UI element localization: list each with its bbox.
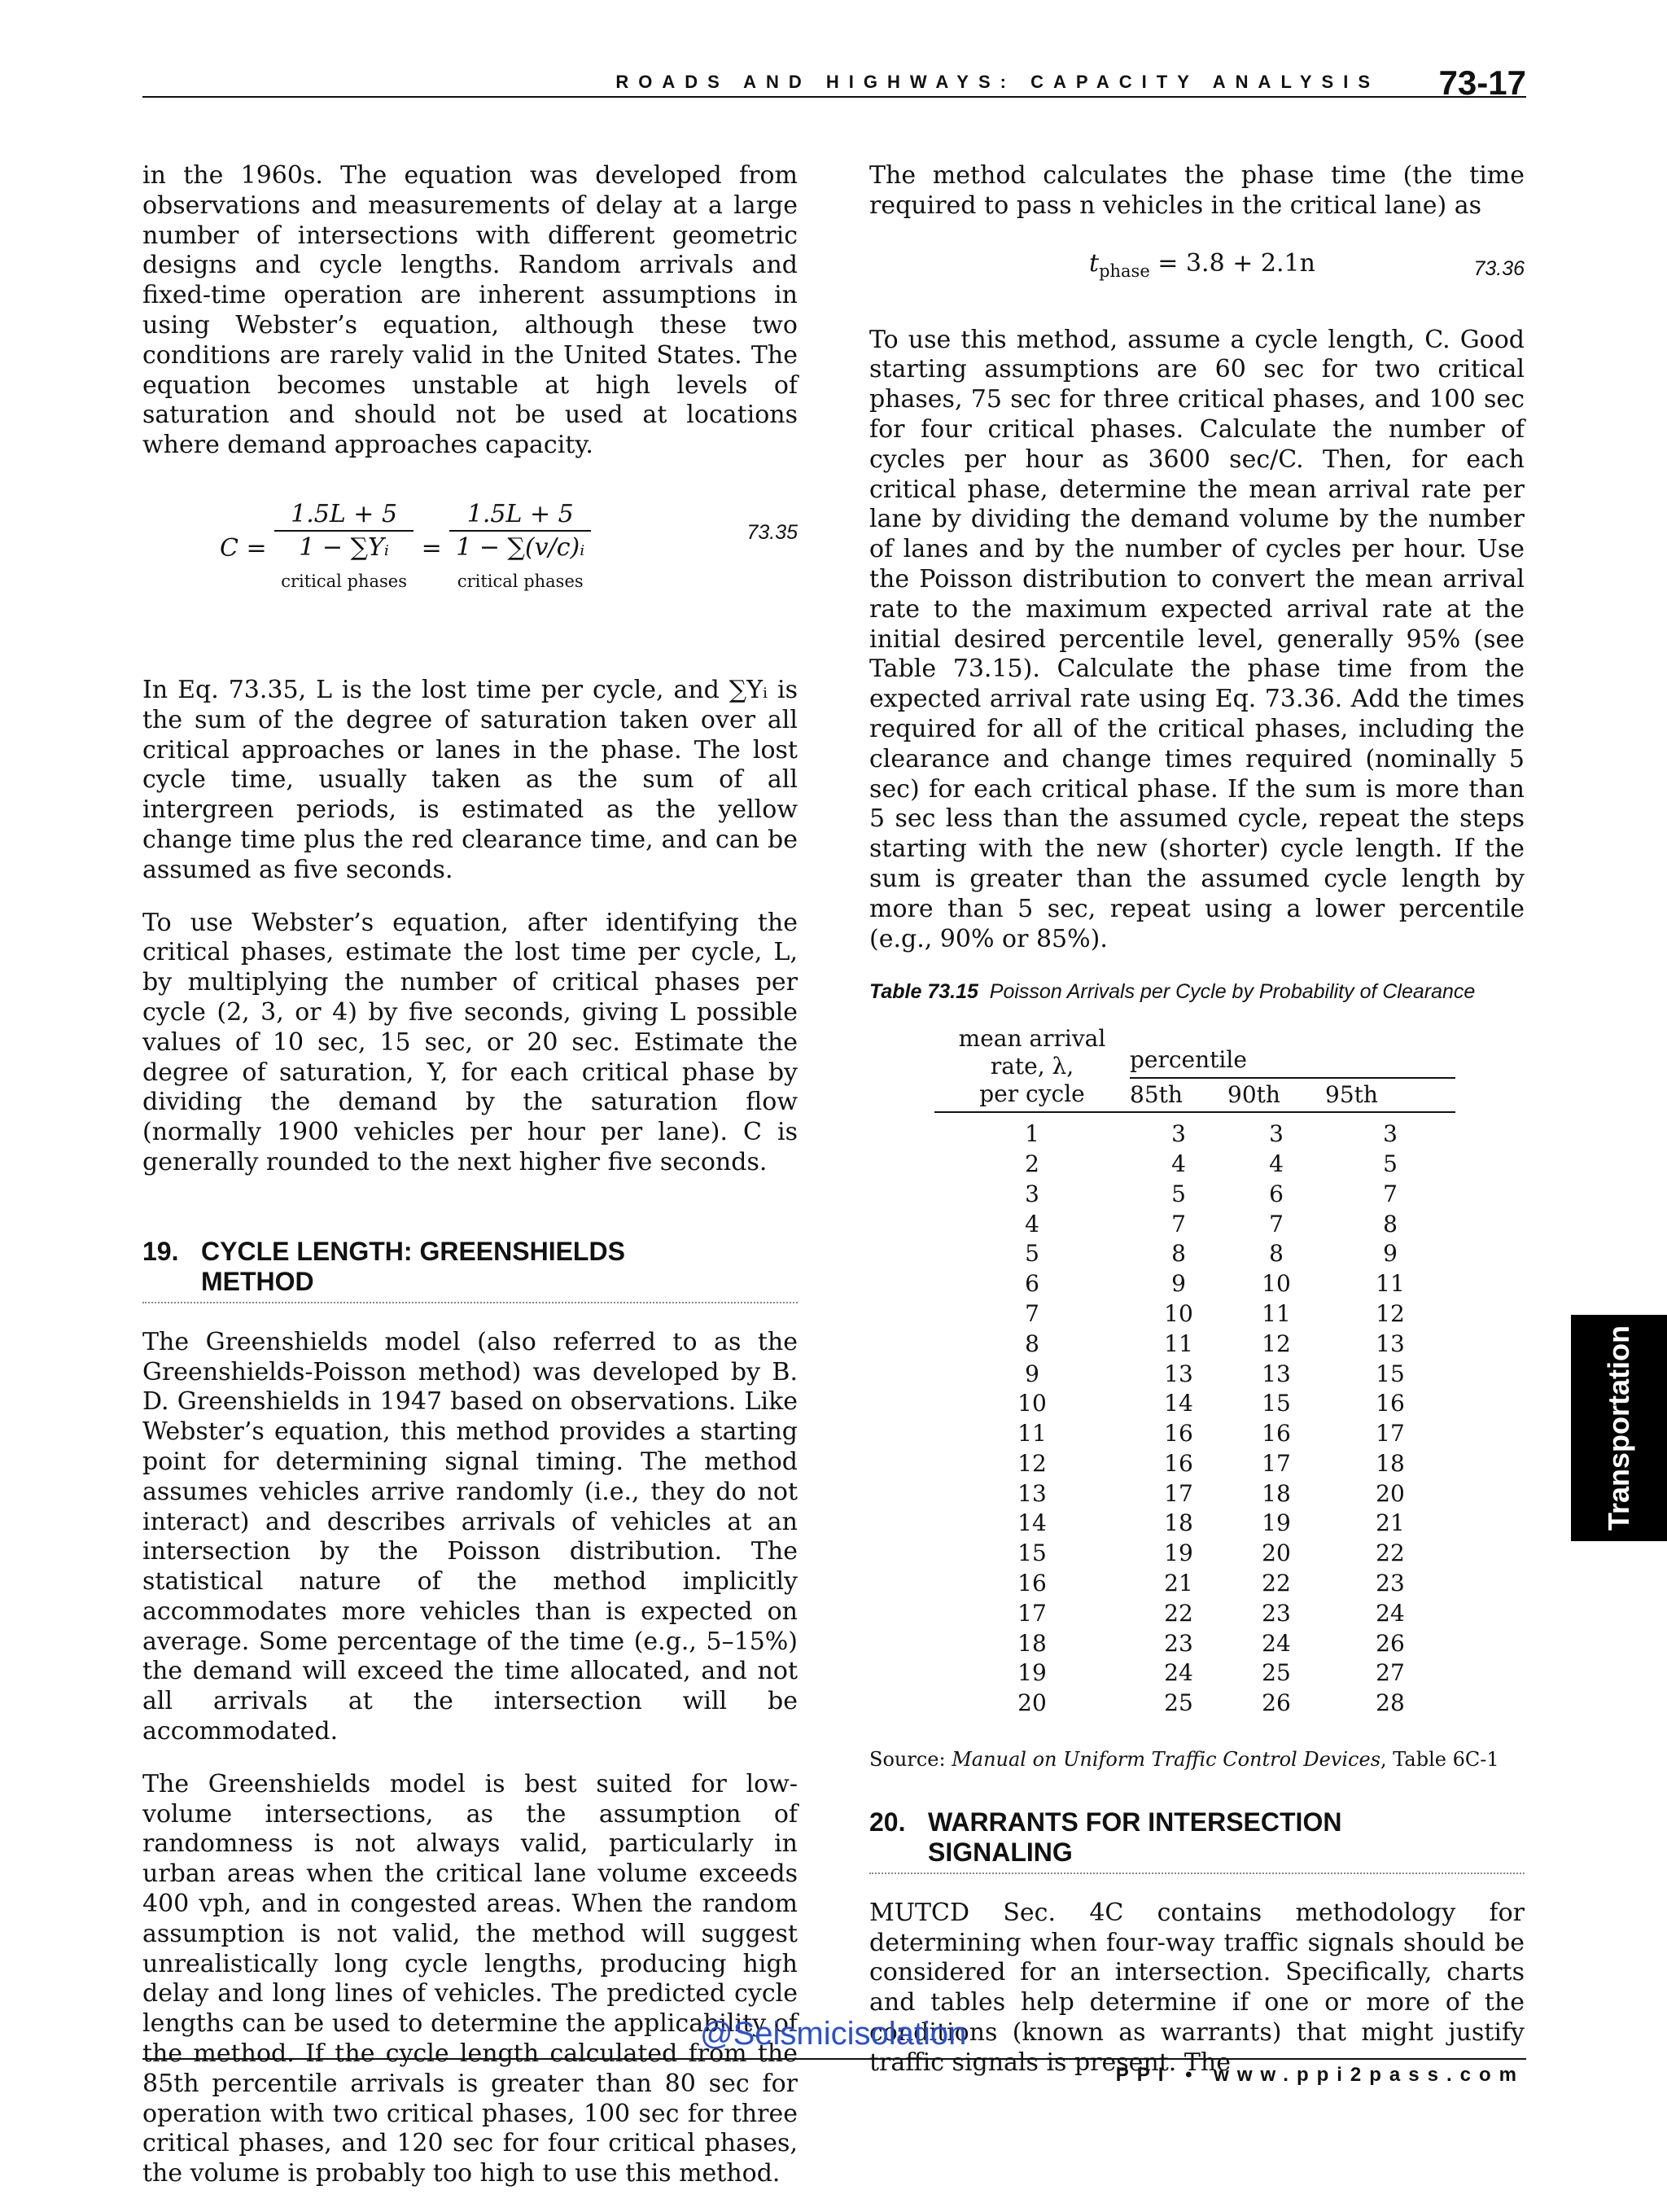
table-cell: 5 — [1171, 1180, 1186, 1207]
table-cell: 12 — [1017, 1449, 1047, 1477]
table-cell: 19 — [1262, 1509, 1291, 1537]
table-cell: 21 — [1376, 1509, 1405, 1537]
table-row — [934, 1239, 1455, 1269]
table-cell: 26 — [1376, 1629, 1405, 1657]
table-row — [934, 1210, 1455, 1240]
paragraph: The Greenshields model (also referred to as the Greenshields-Poisson method) was developed by B. D. Greenshields in 1947 based on observations. Like Webster’s equation, this method provides a starting point for determining signal timing. The method assumes vehicles arrive randomly (i.e., they do not interact) and describes arrivals of vehicles at an intersection by the Poisson distribution. The statistical nature of the method implicitly accommodates more vehicles than is expected on average. Some percentage of the time (e.g., 5–15%) the demand will exceed the time allocated, and not all arrivals at the intersection will be accommodated. — [142, 1327, 798, 1746]
table-cell: 4 — [1025, 1210, 1039, 1237]
table-source — [869, 1745, 1525, 1775]
page-number: 73-17 — [1438, 64, 1526, 102]
table-row — [934, 1180, 1455, 1210]
fraction — [449, 500, 591, 598]
table-cell: 18 — [1262, 1479, 1291, 1507]
paragraph: MUTCD Sec. 4C contains methodology for determining when four-way traffic signals should be considered for an intersection. Specifically, charts and tables help determine if one or more of the conditions (known as warrants) that might justify traffic signals is present. The — [869, 1898, 1525, 2077]
table-cell: 20 — [1017, 1689, 1047, 1717]
table-cell: 1 — [1025, 1120, 1039, 1148]
table-cell: 5 — [1025, 1240, 1039, 1268]
table-cell: 18 — [1164, 1509, 1193, 1537]
table-cell: 8 — [1269, 1240, 1284, 1268]
header-line: mean arrival — [958, 1025, 1106, 1053]
table-cell: 4 — [1171, 1150, 1186, 1177]
paragraph: The Greenshields model is best suited for low-volume intersections, as the assumption of randomness is not always valid, particularly in urban areas when the critical lane volume exceeds 400 vph, and in congested areas. When the random assumption is not valid, the method will suggest unrealistically long cycle lengths, producing high delay and long lines of vehicles. The predicted cycle lengths can be used to determine the applicability of the method. If the cycle length calculated from the 85th percentile arrivals is greater than 80 sec for operation with two critical phases, 100 sec for three critical phases, and 120 sec for four critical phases, the volume is probably too high to use this method. — [142, 1769, 798, 2188]
equals-sign: = — [421, 533, 442, 563]
table-cell: 21 — [1164, 1570, 1193, 1597]
section-number: 20. — [869, 1807, 906, 1837]
equation-body — [220, 500, 591, 598]
table-cell: 17 — [1164, 1479, 1193, 1507]
table-cell: 20 — [1262, 1540, 1291, 1567]
table-cell: 10 — [1164, 1299, 1193, 1327]
table-row — [934, 1150, 1455, 1180]
table-row — [934, 1360, 1455, 1390]
section-heading-19 — [142, 1237, 798, 1303]
table-row — [934, 1629, 1455, 1659]
paragraph: The method calculates the phase time (the time required to pass n vehicles in the critical lane) as — [869, 161, 1525, 220]
header-rule — [142, 96, 1526, 98]
table-cell: 23 — [1376, 1570, 1405, 1597]
table-cell: 15 — [1376, 1360, 1405, 1387]
section-title-line: CYCLE LENGTH: GREENSHIELDS — [201, 1236, 625, 1266]
table-row — [934, 1329, 1455, 1360]
source-title: Manual on Uniform Traffic Control Devices — [952, 1748, 1381, 1772]
table-cell: 24 — [1164, 1659, 1193, 1687]
equation-rhs: = 3.8 + 2.1n — [1149, 248, 1315, 278]
table-cell: 14 — [1017, 1509, 1047, 1537]
denominator: 1 − ∑Yᵢ — [299, 532, 389, 562]
source-label: Source: — [869, 1748, 952, 1772]
paragraph: To use this method, assume a cycle length, C. Good starting assumptions are 60 sec for two critical phases, 75 sec for three critical phases, and 100 sec for four critical phases. Calculate the number of cycles per hour as 3600 sec/C. Then, for each critical phase, determine the mean arrival rate per lane by dividing the demand volume by the number of lanes and by the number of cycles per hour. Use the Poisson distribution to convert the mean arrival rate to the maximum expected arrival rate at the initial desired percentile level, generally 95% (see Table 73.15). Calculate the phase time from the expected arrival rate using Eq. 73.36. Add the times required for all of the critical phases, including the clearance and change times required (nominally 5 sec) for each critical phase. If the sum is more than 5 sec less than the assumed cycle, repeat the steps starting with the new (shorter) cycle length. If the sum is greater than the assumed cycle length by more than 5 sec, repeat using a lower percentile (e.g., 90% or 85%). — [869, 325, 1525, 953]
table-row — [934, 1509, 1455, 1539]
equation-subscript: phase — [1099, 261, 1150, 281]
table-cell: 18 — [1376, 1449, 1405, 1477]
table-cell: 17 — [1262, 1449, 1291, 1477]
paragraph: To use Webster’s equation, after identifying the critical phases, estimate the lost time per cycle, L, by multiplying the number of critical phases per cycle (2, 3, or 4) by five seconds, giving L possible values of 10 sec, 15 sec, or 20 sec. Estimate the degree of saturation, Y, for each critical phase by dividing the demand by the saturation flow (normally 1900 vehicles per hour per lane). C is generally rounded to the next higher five seconds. — [142, 908, 798, 1176]
table-cell: 24 — [1262, 1629, 1291, 1657]
section-number: 19. — [142, 1236, 179, 1266]
table-cell: 13 — [1017, 1479, 1047, 1507]
column-header: 85th — [1130, 1078, 1227, 1112]
table-cell: 3 — [1025, 1180, 1039, 1207]
table-cell: 8 — [1383, 1210, 1398, 1237]
table-cell: 26 — [1262, 1689, 1291, 1717]
table-cell: 7 — [1383, 1180, 1398, 1207]
table-cell: 6 — [1025, 1270, 1039, 1298]
table-cell: 11 — [1262, 1299, 1291, 1327]
column-header — [934, 1025, 1130, 1112]
numerator: 1.5L + 5 — [274, 500, 413, 532]
table-cell: 19 — [1164, 1540, 1193, 1567]
table-cell: 22 — [1376, 1540, 1405, 1567]
equation-number: 73.35 — [746, 520, 798, 544]
table-cell: 19 — [1017, 1659, 1047, 1687]
table-cell: 11 — [1164, 1329, 1193, 1357]
table-cell: 13 — [1164, 1360, 1193, 1387]
table-cell: 18 — [1017, 1629, 1047, 1657]
equation-73-36 — [869, 244, 1525, 293]
table-cell: 9 — [1383, 1240, 1398, 1268]
table-cell: 3 — [1171, 1120, 1186, 1148]
table-cell: 11 — [1376, 1270, 1405, 1298]
table-cell: 24 — [1376, 1599, 1405, 1627]
table-cell: 3 — [1269, 1120, 1284, 1148]
denominator: 1 − ∑(v/c)ᵢ — [456, 532, 585, 562]
table-row — [934, 1479, 1455, 1509]
equation-lhs: C = — [220, 533, 267, 563]
table-cell: 15 — [1017, 1540, 1047, 1567]
watermark: @Seismicisolation — [700, 2016, 967, 2052]
table-caption — [869, 977, 1525, 1007]
table-cell: 17 — [1017, 1599, 1047, 1627]
table-cell: 23 — [1164, 1629, 1193, 1657]
table-cell: 16 — [1376, 1390, 1405, 1417]
header-line: per cycle — [979, 1080, 1085, 1108]
table-cell: 22 — [1164, 1599, 1193, 1627]
section-title-line: SIGNALING — [928, 1837, 1073, 1867]
header-line: rate, λ, — [990, 1053, 1074, 1080]
table-cell: 23 — [1262, 1599, 1291, 1627]
table-cell: 9 — [1171, 1270, 1186, 1298]
table-cell: 6 — [1269, 1180, 1284, 1207]
table-cell: 13 — [1376, 1329, 1405, 1357]
table-cell: 13 — [1262, 1360, 1291, 1387]
section-title-line: METHOD — [201, 1266, 314, 1296]
table-cell: 28 — [1376, 1689, 1405, 1717]
table-cell: 2 — [1025, 1150, 1039, 1177]
poisson-table — [934, 1025, 1455, 1719]
equation-number: 73.36 — [1473, 256, 1525, 280]
section-heading-20 — [869, 1807, 1525, 1874]
table-cell: 25 — [1164, 1689, 1193, 1717]
table-cell: 16 — [1262, 1420, 1291, 1448]
table-cell: 3 — [1383, 1120, 1398, 1148]
footer-text: PPI • www.ppi2pass.com — [1115, 2064, 1525, 2086]
side-tab-label: Transportation — [1602, 1325, 1635, 1531]
table-label: Table 73.15 — [869, 980, 978, 1004]
paragraph: in the 1960s. The equation was developed from observations and measurements of delay at a large number of intersections with different geometric designs and cycle lengths. Random arrivals and fixed-time operation are inherent assumptions in using Webster’s equation, although these two conditions are rarely valid in the United States. The equation becomes unstable at high levels of saturation and should not be used at locations where demand approaches capacity. — [142, 161, 798, 460]
table-row — [934, 1299, 1455, 1329]
right-column — [869, 161, 1525, 2101]
equation-73-35 — [142, 484, 798, 646]
table-cell: 16 — [1164, 1449, 1193, 1477]
table-cell: 20 — [1376, 1479, 1405, 1507]
table-cell: 17 — [1376, 1420, 1405, 1448]
footer-rule — [142, 2058, 1526, 2060]
numerator: 1.5L + 5 — [449, 500, 591, 532]
table-cell: 7 — [1025, 1299, 1039, 1327]
table-cell: 15 — [1262, 1390, 1291, 1417]
table-cell: 25 — [1262, 1659, 1291, 1687]
table-row — [934, 1689, 1455, 1719]
paragraph: In Eq. 73.35, L is the lost time per cycle, and ∑Yᵢ is the sum of the degree of saturation taken over all critical approaches or lanes in the phase. The lost cycle time, usually taken as the sum of all intergreen periods, is estimated as the yellow change time plus the red clearance time, and can be assumed as five seconds. — [142, 675, 798, 884]
running-header — [142, 57, 1526, 102]
table-cell: 5 — [1383, 1150, 1398, 1177]
table-cell: 11 — [1017, 1420, 1047, 1448]
table-body — [934, 1112, 1455, 1719]
fraction — [274, 500, 413, 598]
table-title: Poisson Arrivals per Cycle by Probability of Clearance — [989, 980, 1476, 1004]
column-header: 90th — [1227, 1078, 1325, 1112]
table-cell: 22 — [1262, 1570, 1291, 1597]
section-title-line: WARRANTS FOR INTERSECTION — [928, 1807, 1342, 1837]
table-row — [934, 1419, 1455, 1449]
equation-body — [1089, 249, 1315, 287]
summation-subscript: critical phases — [281, 571, 408, 591]
table-cell: 12 — [1262, 1329, 1291, 1357]
summation-subscript: critical phases — [457, 571, 584, 591]
group-header: percentile — [1130, 1025, 1455, 1078]
table-row — [934, 1539, 1455, 1569]
table-cell: 16 — [1017, 1570, 1047, 1597]
table-cell: 10 — [1262, 1270, 1291, 1298]
table-row — [934, 1658, 1455, 1689]
table-cell: 14 — [1164, 1390, 1193, 1417]
table-row — [934, 1599, 1455, 1629]
table-cell: 27 — [1376, 1659, 1405, 1687]
equation-variable: t — [1089, 248, 1100, 278]
running-title: ROADS AND HIGHWAYS: CAPACITY ANALYSIS — [615, 72, 1380, 92]
table-cell: 8 — [1171, 1240, 1186, 1268]
table-cell: 7 — [1269, 1210, 1284, 1237]
table-cell: 4 — [1269, 1150, 1284, 1177]
table-row — [934, 1112, 1455, 1150]
table-row — [934, 1269, 1455, 1299]
table-cell: 8 — [1025, 1329, 1039, 1357]
table-row — [934, 1389, 1455, 1419]
table-cell: 9 — [1025, 1360, 1039, 1387]
table-cell: 16 — [1164, 1420, 1193, 1448]
left-column — [142, 161, 798, 2212]
table-row — [934, 1569, 1455, 1599]
column-header: 95th — [1325, 1078, 1455, 1112]
side-tab — [1571, 1315, 1667, 1541]
table-cell: 12 — [1376, 1299, 1405, 1327]
table-cell: 7 — [1171, 1210, 1186, 1237]
source-rest: , Table 6C-1 — [1380, 1748, 1499, 1772]
table-row — [934, 1449, 1455, 1479]
table-cell: 10 — [1017, 1390, 1047, 1417]
